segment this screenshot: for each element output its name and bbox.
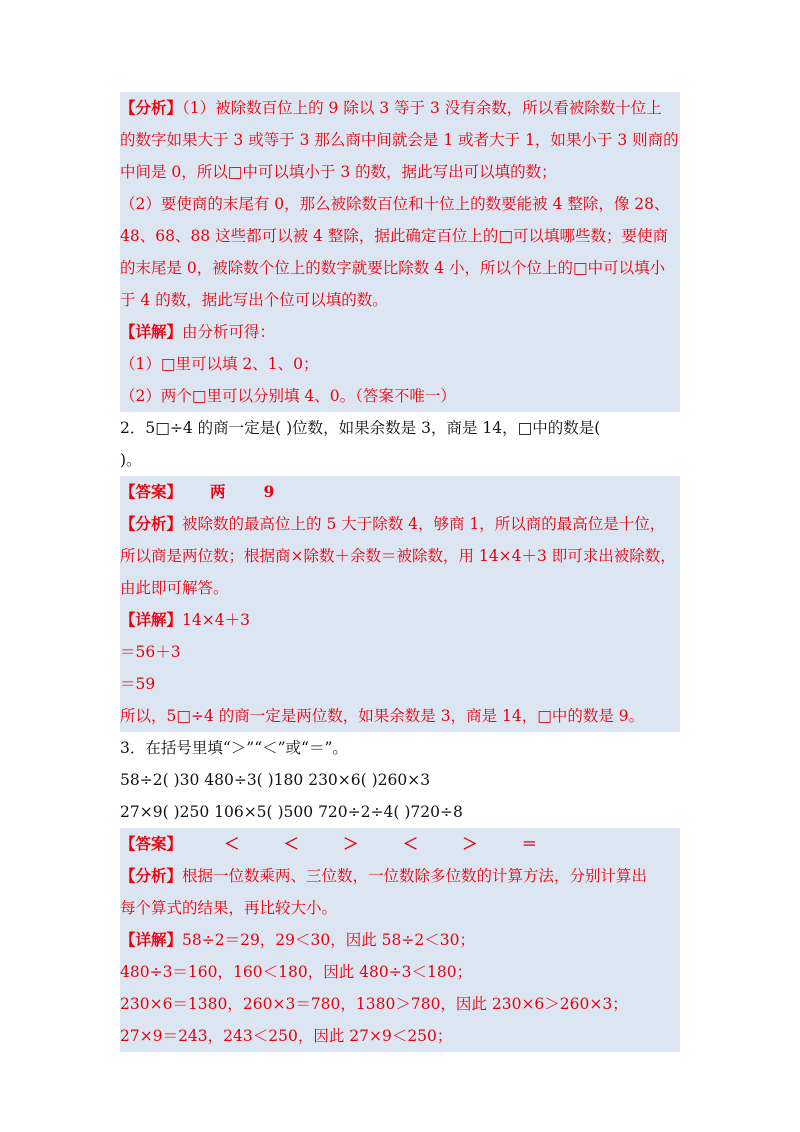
solution-panel-q2 (120, 476, 680, 732)
detail-line: ＝59 (120, 675, 156, 693)
detail-line: ＝56＋3 (120, 643, 181, 661)
analysis-line: 48、68、88 这些都可以被 4 整除，据此确定百位上的□可以填哪些数；要使商 (120, 227, 668, 245)
answer-value: 两 (210, 482, 226, 501)
detail-tag: 【详解】 (120, 322, 183, 341)
analysis-line: 的数字如果大于 3 或等于 3 那么商中间就会是 1 或者大于 1，如果小于 3 则商的 (120, 131, 679, 149)
analysis-line: 的末尾是 0，被除数个位上的数字就要比除数 4 小，所以个位上的□中可以填小 (120, 259, 666, 277)
analysis-line: 【分析】被除数的最高位上的 5 大于除数 4，够商 1，所以商的最高位是十位， (120, 514, 666, 533)
answer-value: ＜ (283, 834, 300, 853)
question-3-row: 27×9( )250 106×5( )500 720÷2÷4( )720÷8 (120, 803, 463, 821)
analysis-line: 中间是 0，所以□中可以填小于 3 的数，据此写出可以填的数； (120, 163, 557, 181)
analysis-line: 【分析】根据一位数乘两、三位数，一位数除多位数的计算方法，分别计算出 (120, 866, 648, 885)
answer-value: ＜ (224, 834, 240, 853)
analysis-line: 所以商是两位数；根据商×除数＋余数＝被除数，用 14×4＋3 即可求出被除数， (120, 547, 676, 565)
solution-panel-q1 (120, 92, 680, 412)
answer-value: 9 (263, 482, 275, 501)
detail-tag: 【详解】 (120, 610, 183, 629)
analysis-line: （2）要使商的末尾有 0，那么被除数百位和十位上的数要能被 4 整除，像 28、 (120, 195, 670, 213)
question-2-line-end: )。 (120, 451, 142, 469)
worksheet-page (120, 92, 680, 1052)
answer-value: ＞ (462, 834, 478, 853)
detail-line: （2）两个□里可以分别填 4、0。（答案不唯一） (120, 387, 456, 405)
analysis-line: 由此即可解答。 (120, 579, 229, 597)
detail-line: （1）□里可以填 2、1、0； (120, 355, 319, 373)
detail-line: 230×6＝1380，260×3＝780，1380＞780，因此 230×6＞260×3； (120, 995, 628, 1013)
answer-value: ＞ (343, 834, 359, 853)
analysis-tag: 【分析】 (120, 98, 183, 117)
detail-line: 【详解】14×4＋3 (120, 610, 250, 629)
analysis-line: 【分析】（1）被除数百位上的 9 除以 3 等于 3 没有余数，所以看被除数十位上 (120, 98, 662, 117)
answer-tag: 【答案】 (120, 834, 183, 853)
detail-line: 【详解】由分析可得： (120, 322, 276, 341)
detail-line: 27×9＝243，243＜250，因此 27×9＜250； (120, 1027, 453, 1045)
question-3-title: 3．在括号里填“＞”“＜”或“＝”。 (120, 739, 348, 757)
analysis-tag: 【分析】 (120, 514, 183, 533)
analysis-line: 于 4 的数，据此写出个位可以填的数。 (120, 291, 388, 309)
detail-line: 所以，5□÷4 的商一定是两位数，如果余数是 3，商是 14，□中的数是 9。 (120, 707, 645, 725)
detail-line: 【详解】58÷2＝29，29＜30，因此 58÷2＜30； (120, 930, 475, 949)
answer-tag: 【答案】 (120, 482, 183, 501)
answer-line (120, 828, 680, 860)
detail-tag: 【详解】 (120, 930, 183, 949)
analysis-line: 每个算式的结果，再比较大小。 (120, 899, 338, 917)
question-2-line: 2．5□÷4 的商一定是( )位数，如果余数是 3，商是 14，□中的数是( (120, 419, 601, 437)
question-3-row: 58÷2( )30 480÷3( )180 230×6( )260×3 (120, 771, 431, 789)
answer-value: ＝ (521, 834, 538, 853)
answer-value: ＜ (402, 834, 419, 853)
detail-line: 480÷3＝160，160＜180，因此 480÷3＜180； (120, 963, 473, 981)
solution-panel-q3 (120, 828, 680, 1052)
analysis-tag: 【分析】 (120, 866, 183, 885)
answer-line (120, 476, 680, 508)
